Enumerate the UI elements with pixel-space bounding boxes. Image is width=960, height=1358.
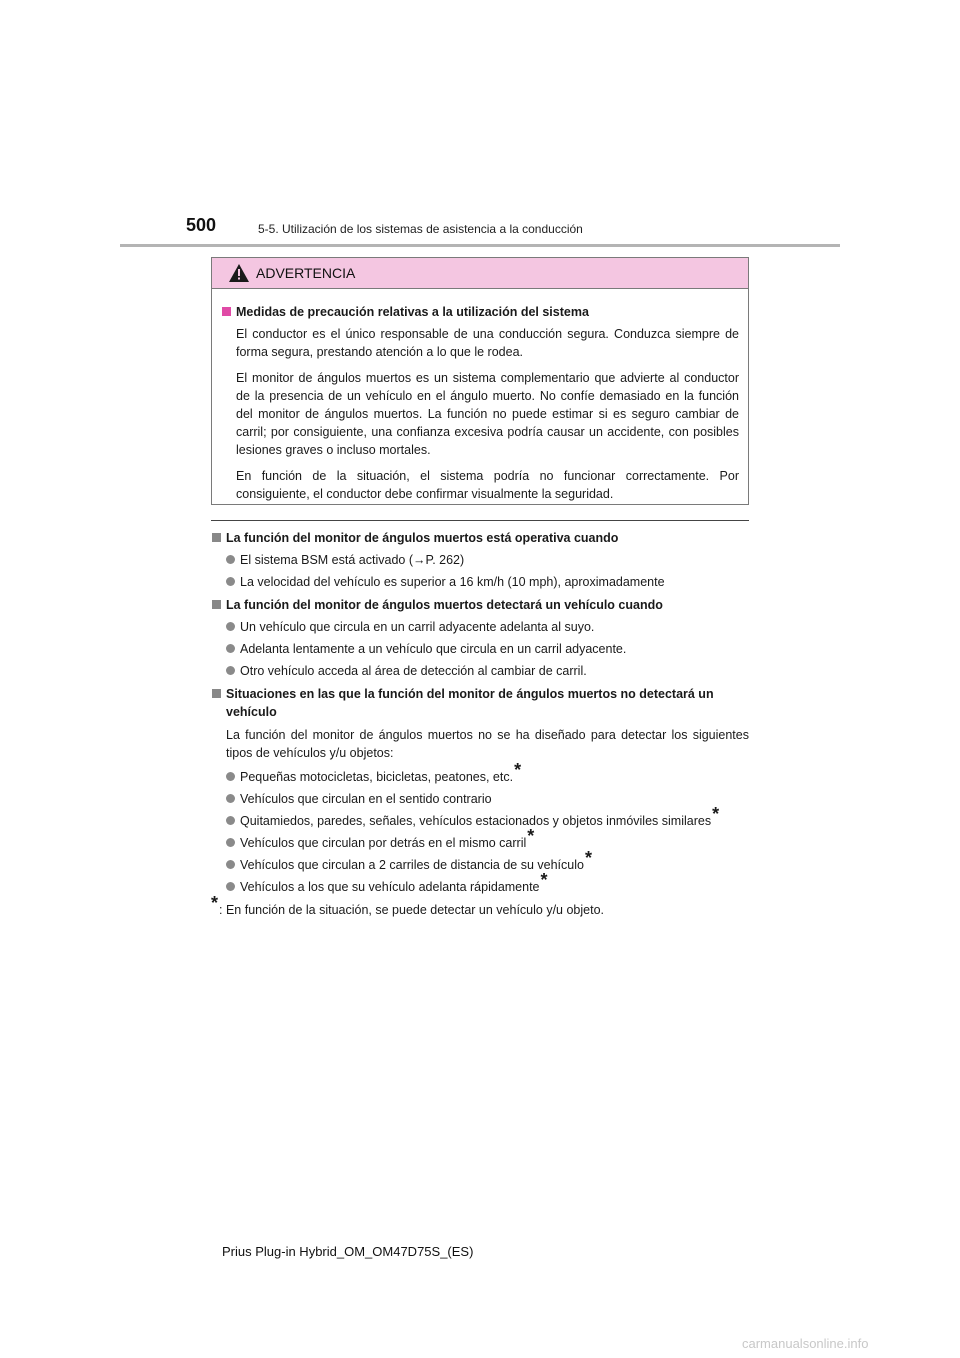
section-intro: La función del monitor de ángulos muertos no se ha diseñado para detectar los siguientes tipos de vehículos y/u objetos: [226,728,749,760]
section-title: 5-5. Utilización de los sistemas de asistencia a la conducción [258,222,583,236]
round-bullet-icon [226,772,235,781]
list-item [226,791,749,807]
footnote-star: * [584,848,592,868]
section-heading [211,529,749,547]
page-header [0,0,960,250]
list-item-text: Pequeñas motocicletas, bicicletas, peatones, etc. [240,770,514,784]
list-item-text: Vehículos a los que su vehículo adelanta rápidamente [240,880,540,894]
warning-triangle-icon [228,263,250,283]
list-item-text: El sistema BSM está activado (→P. 262) [240,553,465,567]
list-item-text: Un vehículo que circula en un carril adyacente adelanta al suyo. [240,620,595,634]
round-bullet-icon [226,838,235,847]
round-bullet-icon [226,622,235,631]
footnote-star: * [527,826,535,846]
round-bullet-icon [226,816,235,825]
square-bullet-icon [212,689,221,698]
list-item [226,848,749,873]
page-number: 500 [186,215,217,235]
square-bullet-icon [222,307,231,316]
list-item-text: Vehículos que circulan en el sentido contrario [240,792,492,806]
warning-body [212,289,748,503]
list-item [226,552,749,568]
warning-header [212,258,748,289]
list-item [226,826,749,851]
footnote-star: * [712,804,720,824]
round-bullet-icon [226,794,235,803]
section-heading-text: La función del monitor de ángulos muertos está operativa cuando [226,531,619,545]
round-bullet-icon [226,577,235,586]
round-bullet-icon [226,860,235,869]
warning-box [211,257,749,505]
warning-title: ADVERTENCIA [256,265,356,281]
list-item [226,804,749,829]
warning-paragraph: El monitor de ángulos muertos es un sistema complementario que advierte al conductor de la presencia de un vehículo en el ángulo muerto. No confíe demasiado en la función del monitor de ángulos muertos. La función no puede estimar si es seguro cambiar de carril; por consiguiente, una confianza excesiva podría causar un accidente, con posibles lesiones graves o incluso mortales. [236,371,739,457]
round-bullet-icon [226,666,235,675]
section-heading [211,596,749,614]
footnote [211,893,749,919]
warning-heading [221,303,739,321]
round-bullet-icon [226,555,235,564]
section-heading-text: Situaciones en las que la función del monitor de ángulos muertos no detectará un vehículo [226,687,714,719]
footnote-star: * [540,870,548,890]
footnote-star: * [211,893,219,913]
list-item-text: Vehículos que circulan por detrás en el mismo carril [240,836,527,850]
main-content [211,520,749,919]
round-bullet-icon [226,882,235,891]
square-bullet-icon [212,533,221,542]
list-item-text: Adelanta lentamente a un vehículo que circula en un carril adyacente. [240,642,627,656]
warning-paragraph: En función de la situación, el sistema podría no funcionar correctamente. Por consiguiente, el conductor debe confirmar visualmente la seguridad. [236,469,739,501]
list-item [226,870,749,895]
document-footer: Prius Plug-in Hybrid_OM_OM47D75S_(ES) [222,1244,474,1259]
footnote-text: : En función de la situación, se puede detectar un vehículo y/u objeto. [219,903,604,917]
list-item [226,619,749,635]
header-divider [120,244,840,247]
list-item-text: La velocidad del vehículo es superior a 16 km/h (10 mph), aproximadamente [240,575,665,589]
list-item [226,760,749,785]
list-item-text: Vehículos que circulan a 2 carriles de distancia de su vehículo [240,858,584,872]
list-item [226,574,749,590]
watermark: carmanualsonline.info [742,1336,869,1351]
list-item [226,663,749,679]
list-item [226,641,749,657]
square-bullet-icon [212,600,221,609]
section-heading-text: La función del monitor de ángulos muertos detectará un vehículo cuando [226,598,663,612]
warning-paragraph: El conductor es el único responsable de una conducción segura. Conduzca siempre de forma segura, prestando atención a lo que le rodea. [236,327,739,359]
list-item-text: Quitamiedos, paredes, señales, vehículos estacionados y objetos inmóviles similares [240,814,712,828]
round-bullet-icon [226,644,235,653]
section-heading [211,685,749,721]
list-item-text: Otro vehículo acceda al área de detección al cambiar de carril. [240,664,587,678]
footnote-star: * [514,760,522,780]
warning-heading-text: Medidas de precaución relativas a la utilización del sistema [236,305,589,319]
